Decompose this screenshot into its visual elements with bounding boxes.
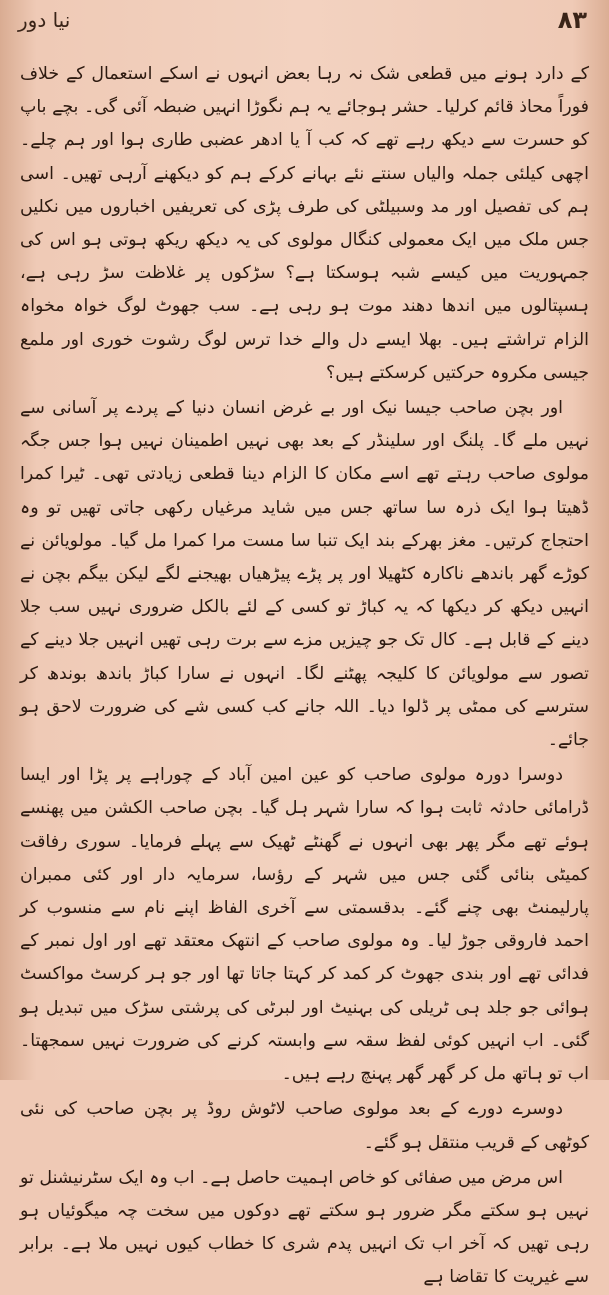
paragraph-5: اس مرض میں صفائی کو خاص اہمیت حاصل ہے۔ اب وہ ایک سٹرنیشنل تو نہیں ہو سکتے مگر ضرور ہو سکتے تھے دوکوں میں سخت چہ میگوئیاں ہو رہی تھیں کہ آخر اب تک انہیں پدم شری کا خطاب کیوں نہیں ملا ہے۔ برابر سے غیریت کا تقاضا ہے — [20, 1167, 589, 1288]
paragraph-4: دوسرے دورے کے بعد مولوی صاحب لاٹوش روڈ پر بچن صاحب کی نئی کوٹھی کے قریب منتقل ہو گئے۔ — [20, 1099, 589, 1153]
page-header — [0, 0, 609, 48]
paragraph-2: اور بچن صاحب جیسا نیک اور بے غرض انسان دنیا کے پردے پر آسانی سے نہیں ملے گا۔ پلنگ اور سلینڈر کے بعد بھی نہیں اطمینان نہیں ہوا جس جگہ مولوی صاحب رہتے تھے اسے مکان کا الزام دینا قطعی زیادتی تھی۔ ٹیرا کمرا ڈھیتا ہوا ایک ذرہ سا ساتھ جس میں شاید مرغیاں رکھی جاتی تھیں تو وہ احتجاج کرتیں۔ مغز بھرکے بند ایک تنبا سا مست مرا کمرا مل گیا۔ مولویائن نے کوڑے گھر باندھے ناکارہ کٹھیلا اور پر پڑے پیڑھیاں بھیجنے لگے لیکن بیگم بچن نے انہیں دیکھ کر دیکھا کہ یہ کباڑ تو کسی کے لئے بالکل ضروری نہیں سب جلا دینے کے قابل ہے۔ کال تک جو چیزیں مزے سے برت رہی تھیں انہیں جلا دینے کے تصور سے مولویائن کا کلیجہ پھٹنے لگا۔ انہوں نے سارا کباڑ باندھ بوندھ کر سترسے کی ممٹی پر ڈلوا دیا۔ اللہ جانے کب کسی شے کی ضرورت لاحق ہو جائے۔ — [20, 398, 589, 751]
paragraph-1: کے دارد ہونے میں قطعی شک نہ رہا بعض انہوں نے اسکے استعمال کے خلاف فوراً محاذ قائم کرلیا۔ حشر ہوجائے یہ ہم نگوڑا انہیں ضبطہ آئی گی۔ بچے باپ کو حسرت سے دیکھ رہے تھے کہ کب آ یا ادھر عضبی طاری ہوا اور ہم چلے۔ اچھی کیلئی جملہ والیاں سنتے نئے بہانے کرکے ہم کو دیکھنے آرہی تھیں۔ اسی ہم کی تفصیل اور مد وسبیلٹی کی طرف پڑی کی تعریفیں اخباروں میں نکلیں جس ملک میں ایک معمولی کنگال مولوی کی یہ دیکھ ریکھ ہوتی ہو اس کی جمہوریت میں کیسے شبہ ہوسکتا ہے؟ سڑکوں پر غلاظت سڑ رہی ہے، ہسپتالوں میں اندھا دھند موت ہو رہی ہے۔ سب جھوٹ لوگ خواہ مخواہ الزام تراشتے ہیں۔ بھلا ایسے دل والے خدا ترس لوگ رشوت خوری اور ملمع جیسی مکروہ حرکتیں کرسکتے ہیں؟ — [20, 64, 589, 383]
paragraph-3: دوسرا دورہ مولوی صاحب کو عین امین آباد کے چوراہے پر پڑا اور ایسا ڈرامائی حادثہ ثابت ہوا کہ سارا شہر ہل گیا۔ بچن صاحب الکشن میں پھنسے ہوئے تھے مگر پھر بھی انہوں نے گھنٹے ٹھیک سے پہلے فرمایا۔ سوری رفاقت کمیٹی بنائی گئی جس میں شہر کے رؤسا، سرمایہ دار اور کئی ممبران پارلیمنٹ بھی چنے گئے۔ بدقسمتی سے آخری الفاظ اپنے نام سے منسوب کر احمد فاروقی جوڑ لیا۔ وہ مولوی صاحب کے انتھک معتقد تھے اور اول نمبر کے فدائی تھے اور بندی جھوٹ کر کمد کر کہتا جاتا تھا اور جو ہر کرسٹ مواکسٹ ہوائی جو جلد ہی ٹریلی کی بہنیٹ اور لبرٹی کی پرشتی سڑک میں تبدیل ہو گئی۔ اب انہیں کوئی لفظ سقہ سے وابستہ کرنے کی ضرورت نہیں سمجھتا۔ اب تو ہاتھ مل کر گھر گھر پہنچ رہے ہیں۔ — [20, 765, 589, 1085]
running-title: نیا دور — [18, 8, 71, 32]
page-number: ٨٣ — [557, 6, 587, 34]
body-text — [20, 58, 589, 1288]
